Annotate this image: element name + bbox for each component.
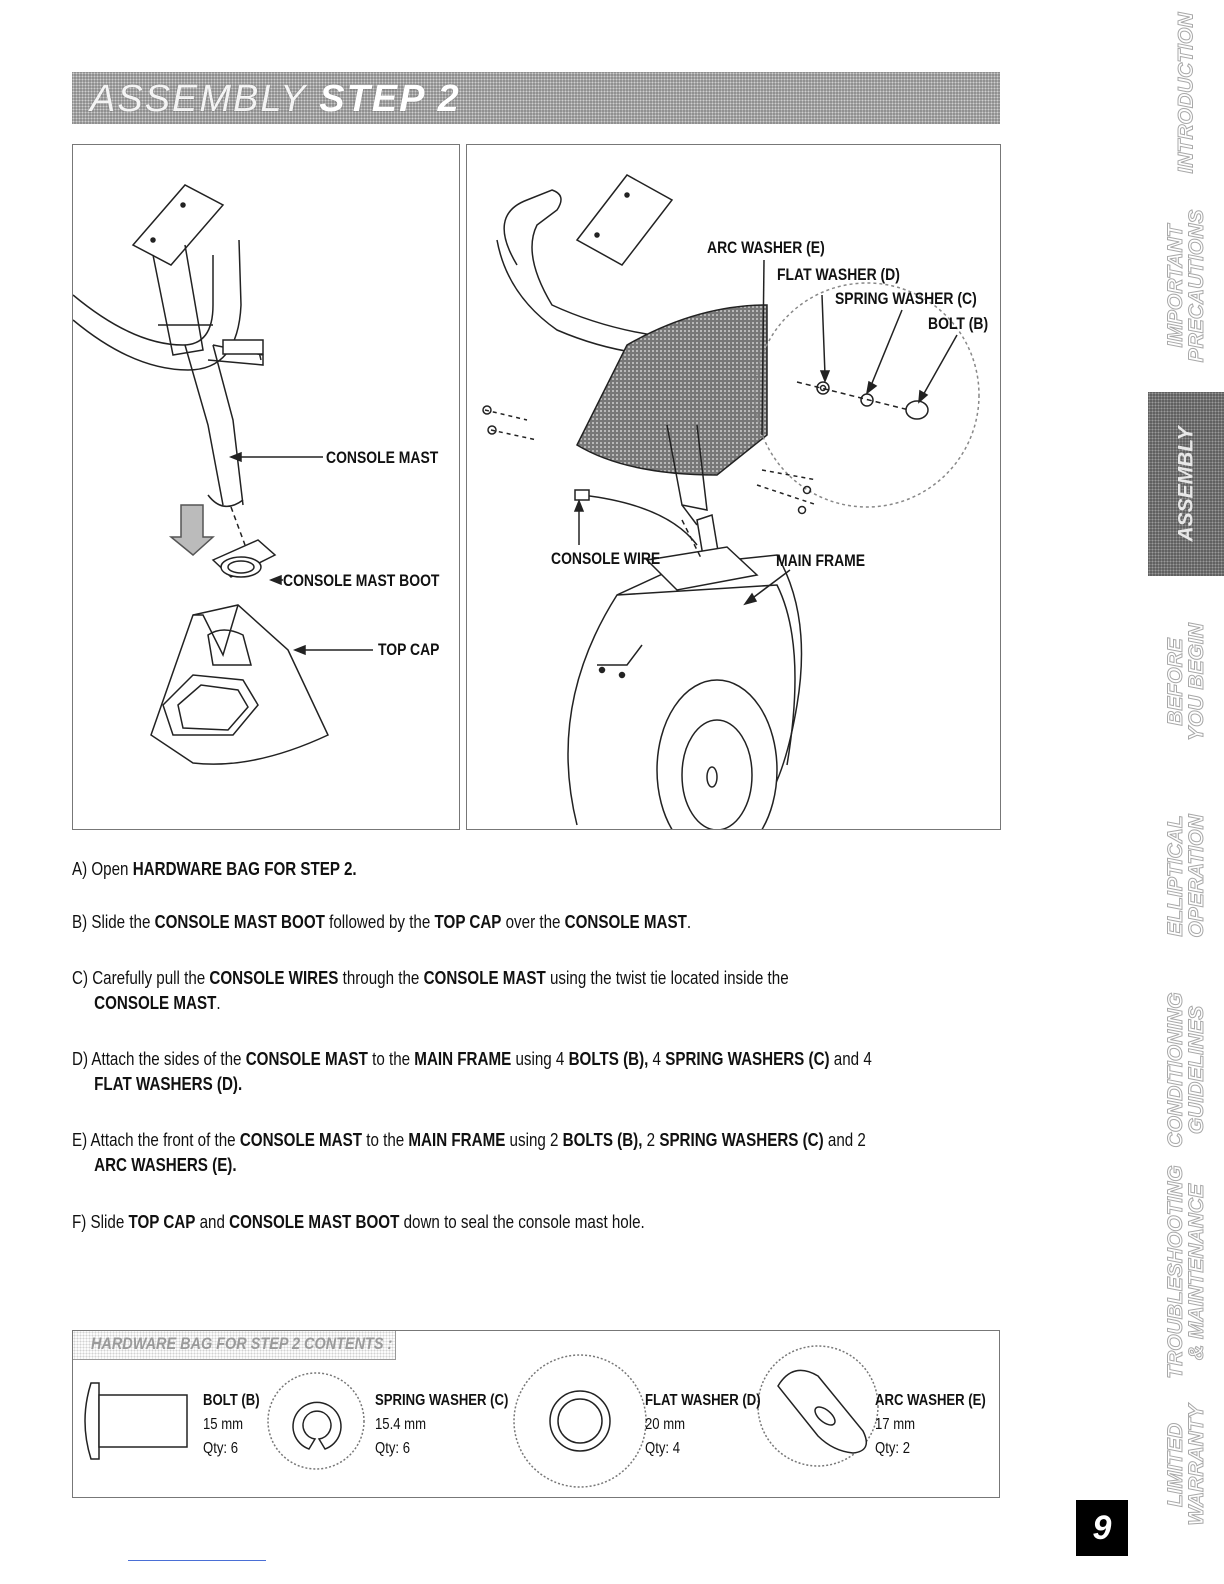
- hw-qty: Qty: 6: [203, 1440, 239, 1457]
- label-console-mast-boot: CONSOLE MAST BOOT: [283, 571, 440, 590]
- title-light: ASSEMBLY: [90, 78, 320, 120]
- hw-name: BOLT (B): [203, 1392, 260, 1409]
- hardware-item-arc-washer: [875, 1389, 986, 1461]
- tab-label: TROUBLESHOOTING & MAINTENANCE: [1164, 1165, 1208, 1379]
- hw-qty: Qty: 2: [875, 1440, 911, 1457]
- body-text: over the: [501, 911, 565, 932]
- title-bold: STEP 2: [319, 78, 461, 120]
- hardware-item-bolt: [203, 1389, 260, 1461]
- hardware-item-spring-washer: [375, 1389, 508, 1461]
- emphasis-text: CONSOLE MAST: [239, 1129, 363, 1150]
- tab-conditioning-guidelines[interactable]: [1148, 972, 1224, 1168]
- body-text: .: [216, 992, 221, 1013]
- emphasis-text: TOP CAP: [434, 911, 502, 932]
- step-line: [72, 1129, 866, 1150]
- tab-important-precautions[interactable]: [1148, 186, 1224, 386]
- hw-name: FLAT WASHER (D): [645, 1392, 761, 1409]
- emphasis-text: CONSOLE MAST BOOT: [154, 911, 325, 932]
- flat-washer-icon: [550, 1391, 610, 1451]
- right-figure-panel: [466, 144, 1001, 830]
- step-c: [72, 965, 789, 1015]
- bolt-shank: [99, 1395, 187, 1447]
- page-number: 9: [1076, 1500, 1128, 1556]
- body-text: using 2: [505, 1129, 563, 1150]
- step-line: [72, 1211, 645, 1232]
- hw-qty: Qty: 4: [645, 1440, 681, 1457]
- emphasis-text: CONSOLE MAST: [94, 992, 217, 1013]
- hardware-bag-title-text: HARDWARE BAG FOR STEP 2 CONTENTS :: [91, 1334, 393, 1353]
- step-line: [72, 1048, 872, 1069]
- tab-limited-warranty[interactable]: [1148, 1376, 1224, 1554]
- emphasis-text: CONSOLE MAST: [564, 911, 687, 932]
- page-title: [90, 78, 461, 121]
- body-text: to the: [362, 1129, 409, 1150]
- body-text: followed by the: [324, 911, 435, 932]
- tab-label: ASSEMBLY: [1174, 426, 1198, 542]
- left-figure-panel: [72, 144, 460, 830]
- emphasis-text: ARC WASHERS (E).: [94, 1154, 237, 1175]
- hw-size: 15.4 mm: [375, 1416, 427, 1433]
- console-mast-illustration: [73, 145, 459, 829]
- label-main-frame: MAIN FRAME: [776, 551, 866, 570]
- hw-size: 15 mm: [203, 1416, 244, 1433]
- step-line: [72, 858, 357, 879]
- step-b: [72, 909, 691, 934]
- body-text: B) Slide the: [72, 911, 155, 932]
- body-text: A) Open: [72, 858, 133, 879]
- step-e: [72, 1127, 866, 1177]
- emphasis-text: SPRING WASHERS (C): [659, 1129, 824, 1150]
- emphasis-text: FLAT WASHERS (D).: [94, 1073, 243, 1094]
- spring-washer-outline: [268, 1373, 364, 1469]
- hardware-bag-box: [72, 1330, 1000, 1498]
- body-text: down to seal the console mast hole.: [399, 1211, 645, 1232]
- bolt-icon: [85, 1383, 99, 1459]
- body-text: 2: [642, 1129, 660, 1150]
- body-text: using 4: [511, 1048, 569, 1069]
- tab-label: INTRODUCTION: [1174, 12, 1198, 174]
- tab-label: LIMITED WARRANTY: [1164, 1404, 1208, 1526]
- body-text: .: [686, 911, 692, 932]
- tab-before-you-begin[interactable]: [1148, 584, 1224, 780]
- step-f: [72, 1209, 645, 1234]
- label-spring-washer: SPRING WASHER (C): [835, 289, 977, 308]
- tab-troubleshooting-maintenance[interactable]: [1148, 1165, 1224, 1379]
- hw-name: SPRING WASHER (C): [375, 1392, 509, 1409]
- emphasis-text: TOP CAP: [128, 1211, 196, 1232]
- body-text: and: [195, 1211, 230, 1232]
- body-text: 4: [648, 1048, 666, 1069]
- tab-label: IMPORTANT PRECAUTIONS: [1164, 209, 1208, 363]
- step-line: [72, 911, 691, 932]
- tab-introduction[interactable]: [1148, 0, 1224, 186]
- emphasis-text: CONSOLE MAST: [245, 1048, 368, 1069]
- tab-assembly[interactable]: [1148, 392, 1224, 576]
- body-text: and 4: [829, 1048, 872, 1069]
- step-d: [72, 1046, 872, 1096]
- header-band: [72, 72, 1000, 124]
- emphasis-text: CONSOLE WIRES: [209, 967, 339, 988]
- step-line: [72, 1152, 866, 1177]
- arc-washer-icon: [778, 1370, 866, 1453]
- emphasis-text: MAIN FRAME: [414, 1048, 512, 1069]
- step-a: [72, 856, 357, 881]
- body-text: C) Carefully pull the: [72, 967, 210, 988]
- body-text: D) Attach the sides of the: [72, 1048, 246, 1069]
- emphasis-text: HARDWARE BAG FOR STEP 2.: [132, 858, 357, 879]
- hw-size: 17 mm: [875, 1416, 916, 1433]
- label-console-wire: CONSOLE WIRE: [551, 549, 661, 568]
- hw-name: ARC WASHER (E): [875, 1392, 986, 1409]
- label-arc-washer: ARC WASHER (E): [707, 238, 825, 257]
- step-line: [72, 1071, 872, 1096]
- step-line: [72, 990, 789, 1015]
- label-flat-washer: FLAT WASHER (D): [777, 265, 900, 284]
- tab-elliptical-operation[interactable]: [1148, 780, 1224, 972]
- hw-qty: Qty: 6: [375, 1440, 411, 1457]
- tab-label: ELLIPTICAL OPERATION: [1164, 814, 1208, 938]
- tab-label: BEFORE YOU BEGIN: [1164, 623, 1208, 741]
- hardware-item-flat-washer: [645, 1389, 761, 1461]
- emphasis-text: CONSOLE MAST: [423, 967, 546, 988]
- spring-washer-icon: [293, 1402, 341, 1449]
- label-top-cap: TOP CAP: [378, 640, 440, 659]
- body-text: and 2: [823, 1129, 866, 1150]
- emphasis-text: BOLTS (B),: [568, 1048, 649, 1069]
- hw-size: 20 mm: [645, 1416, 686, 1433]
- emphasis-text: BOLTS (B),: [562, 1129, 643, 1150]
- emphasis-text: SPRING WASHERS (C): [665, 1048, 830, 1069]
- body-text: F) Slide: [72, 1211, 129, 1232]
- emphasis-text: MAIN FRAME: [408, 1129, 506, 1150]
- label-console-mast: CONSOLE MAST: [326, 448, 439, 467]
- step-line: [72, 967, 789, 988]
- body-text: to the: [367, 1048, 415, 1069]
- tab-label: CONDITIONING GUIDELINES: [1164, 992, 1208, 1148]
- emphasis-text: CONSOLE MAST BOOT: [229, 1211, 400, 1232]
- body-text: through the: [338, 967, 424, 988]
- label-bolt: BOLT (B): [928, 314, 989, 333]
- body-text: using the twist tie located inside the: [545, 967, 789, 988]
- footer-rule: [128, 1560, 266, 1561]
- body-text: E) Attach the front of the: [72, 1129, 240, 1150]
